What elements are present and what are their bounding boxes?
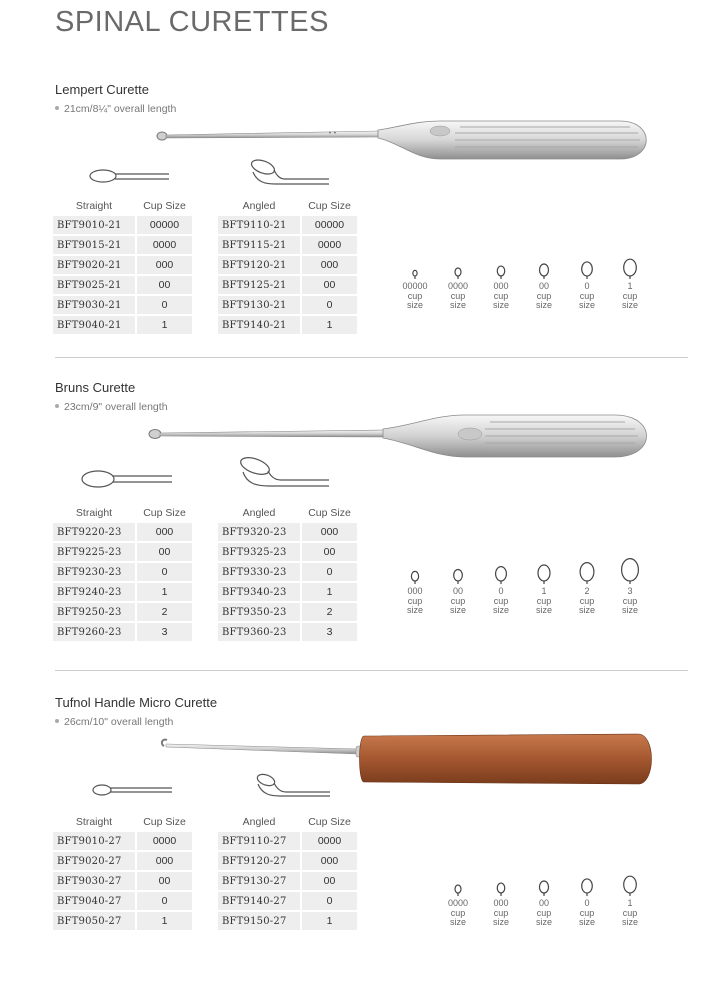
table-row xyxy=(218,543,357,561)
cup-loop-icon xyxy=(481,550,521,584)
cup-size: 000 xyxy=(302,852,357,870)
subtitle-text: 21cm/8¼" overall length xyxy=(64,103,177,115)
cup-size: 000 xyxy=(137,852,192,870)
cup-size-chart xyxy=(395,245,655,325)
cup-label-line: size xyxy=(492,917,509,927)
cup-size: 2 xyxy=(137,603,192,621)
table-row xyxy=(53,236,192,254)
cup-size: 0 xyxy=(302,296,357,314)
cup-label-line: cup xyxy=(536,290,552,301)
product-code: BFT9350-23 xyxy=(218,603,300,621)
product-code: BFT9050-27 xyxy=(53,912,135,930)
cup-label-line: cup xyxy=(407,595,423,606)
product-code: BFT9120-21 xyxy=(218,256,300,274)
cup-size-label xyxy=(567,282,607,311)
cup-label-line: size xyxy=(492,605,509,615)
table-row xyxy=(53,256,192,274)
cup-label-line: size xyxy=(621,917,638,927)
straight-table xyxy=(51,812,194,932)
product-code: BFT9125-21 xyxy=(218,276,300,294)
table-row xyxy=(218,872,357,890)
cup-size: 00000 xyxy=(302,216,357,234)
table-row xyxy=(218,603,357,621)
cup-size: 000 xyxy=(137,256,192,274)
table-row xyxy=(218,316,357,334)
cup-size: 00 xyxy=(302,543,357,561)
cup-size: 000 xyxy=(137,523,192,541)
cup-size: 1 xyxy=(137,912,192,930)
table-row xyxy=(218,852,357,870)
cup-loop-icon xyxy=(395,245,435,279)
cup-loop-icon xyxy=(610,245,650,279)
product-code: BFT9140-21 xyxy=(218,316,300,334)
bruns-curette-image xyxy=(145,410,660,462)
table-row xyxy=(218,296,357,314)
cup-size-header: Cup Size xyxy=(137,505,192,521)
product-code: BFT9020-21 xyxy=(53,256,135,274)
page-title: SPINAL CURETTES xyxy=(55,6,329,38)
cup-size-label xyxy=(610,587,650,616)
cup-size-chart xyxy=(438,862,658,942)
cup-size: 00 xyxy=(137,872,192,890)
cup-label-line: size xyxy=(449,300,466,310)
cup-label-line: 0000 xyxy=(447,898,469,908)
cup-size-label xyxy=(438,282,478,311)
tufnol-curette-image xyxy=(158,728,658,790)
table-row xyxy=(53,296,192,314)
cup-label-line: cup xyxy=(450,595,466,606)
angled-table xyxy=(216,503,359,643)
product-code: BFT9220-23 xyxy=(53,523,135,541)
cup-label-line: 000 xyxy=(493,898,509,908)
cup-label-line: cup xyxy=(622,595,638,606)
cup-label-line: size xyxy=(492,300,509,310)
table-row xyxy=(218,623,357,641)
section-title: Lempert Curette xyxy=(55,82,149,97)
cup-loop-icon xyxy=(610,862,650,896)
section-title: Bruns Curette xyxy=(55,380,136,395)
section-divider xyxy=(55,670,688,671)
cup-label-line: cup xyxy=(579,907,595,918)
cup-size: 1 xyxy=(137,583,192,601)
product-code: BFT9225-23 xyxy=(53,543,135,561)
product-code: BFT9020-27 xyxy=(53,852,135,870)
cup-label-line: 1 xyxy=(627,898,633,908)
cup-label-line: size xyxy=(406,605,423,615)
cup-size-label xyxy=(567,899,607,928)
cup-label-line: cup xyxy=(407,290,423,301)
cup-label-line: 00000 xyxy=(402,281,428,291)
angled-tip-icon xyxy=(250,770,335,802)
table-row xyxy=(53,276,192,294)
cup-loop-icon xyxy=(567,550,607,584)
cup-label-line: cup xyxy=(622,290,638,301)
cup-label-line: cup xyxy=(536,907,552,918)
table-row xyxy=(53,872,192,890)
cup-size-header: Cup Size xyxy=(302,814,357,830)
product-code: BFT9010-27 xyxy=(53,832,135,850)
table-row xyxy=(53,316,192,334)
cup-label-line: cup xyxy=(450,290,466,301)
product-code: BFT9040-27 xyxy=(53,892,135,910)
subtitle-text: 26cm/10" overall length xyxy=(64,716,174,728)
straight-header: Straight xyxy=(53,505,135,521)
table-row xyxy=(53,912,192,930)
cup-label-line: 00 xyxy=(538,281,549,291)
cup-size: 1 xyxy=(302,912,357,930)
product-code: BFT9260-23 xyxy=(53,623,135,641)
product-code: BFT9030-21 xyxy=(53,296,135,314)
cup-loop-icon xyxy=(567,862,607,896)
table-row xyxy=(218,912,357,930)
cup-size-chart xyxy=(395,550,655,635)
cup-label-line: size xyxy=(449,917,466,927)
product-code: BFT9025-21 xyxy=(53,276,135,294)
cup-label-line: 0 xyxy=(584,898,590,908)
angled-header: Angled xyxy=(218,814,300,830)
table-row xyxy=(218,216,357,234)
cup-label-line: size xyxy=(406,300,423,310)
table-row xyxy=(218,832,357,850)
cup-size: 0 xyxy=(137,296,192,314)
table-row xyxy=(218,236,357,254)
cup-size: 2 xyxy=(302,603,357,621)
cup-label-line: cup xyxy=(536,595,552,606)
cup-label-line: size xyxy=(535,917,552,927)
product-code: BFT9110-21 xyxy=(218,216,300,234)
cup-loop-icon xyxy=(610,550,650,584)
cup-loop-icon xyxy=(438,862,478,896)
straight-header: Straight xyxy=(53,814,135,830)
cup-label-line: cup xyxy=(579,595,595,606)
table-row xyxy=(53,583,192,601)
cup-size: 3 xyxy=(137,623,192,641)
product-code: BFT9360-23 xyxy=(218,623,300,641)
cup-size: 000 xyxy=(302,523,357,541)
subtitle-text: 23cm/9" overall length xyxy=(64,401,168,413)
product-code: BFT9015-21 xyxy=(53,236,135,254)
cup-size: 1 xyxy=(302,316,357,334)
table-row xyxy=(218,892,357,910)
product-code: BFT9320-23 xyxy=(218,523,300,541)
cup-size: 0 xyxy=(137,892,192,910)
section-title: Tufnol Handle Micro Curette xyxy=(55,695,218,710)
cup-label-line: size xyxy=(621,300,638,310)
cup-size-label xyxy=(395,282,435,311)
cup-size-label xyxy=(481,587,521,616)
cup-label-line: 1 xyxy=(627,281,633,291)
cup-loop-icon xyxy=(481,245,521,279)
product-code: BFT9230-23 xyxy=(53,563,135,581)
table-row xyxy=(53,523,192,541)
cup-size: 00 xyxy=(302,872,357,890)
cup-label-line: cup xyxy=(622,907,638,918)
straight-tip-icon xyxy=(85,165,175,187)
angled-header: Angled xyxy=(218,505,300,521)
cup-size-label xyxy=(524,282,564,311)
product-code: BFT9115-21 xyxy=(218,236,300,254)
cup-label-line: 2 xyxy=(584,586,590,596)
cup-size-label xyxy=(438,899,478,928)
cup-size: 00 xyxy=(302,276,357,294)
table-row xyxy=(218,583,357,601)
cup-size: 0 xyxy=(302,892,357,910)
cup-size: 0 xyxy=(137,563,192,581)
table-row xyxy=(53,563,192,581)
cup-loop-icon xyxy=(438,245,478,279)
cup-loop-icon xyxy=(524,862,564,896)
product-code: BFT9120-27 xyxy=(218,852,300,870)
cup-label-line: 00 xyxy=(538,898,549,908)
cup-label-line: 0000 xyxy=(447,281,469,291)
cup-size: 0 xyxy=(302,563,357,581)
straight-tip-icon xyxy=(78,466,176,492)
angled-table xyxy=(216,812,359,932)
cup-size: 0000 xyxy=(137,236,192,254)
cup-size: 0000 xyxy=(137,832,192,850)
table-row xyxy=(53,216,192,234)
cup-loop-icon xyxy=(438,550,478,584)
cup-loop-icon xyxy=(481,862,521,896)
cup-label-line: 3 xyxy=(627,586,633,596)
table-row xyxy=(53,623,192,641)
cup-size-label xyxy=(524,899,564,928)
angled-header: Angled xyxy=(218,198,300,214)
cup-size: 00 xyxy=(137,543,192,561)
cup-label-line: 0 xyxy=(584,281,590,291)
cup-label-line: size xyxy=(621,605,638,615)
cup-loop-icon xyxy=(524,245,564,279)
cup-size-header: Cup Size xyxy=(302,505,357,521)
cup-label-line: 1 xyxy=(541,586,547,596)
cup-label-line: cup xyxy=(579,290,595,301)
angled-tip-icon xyxy=(245,156,335,190)
table-row xyxy=(218,523,357,541)
straight-table xyxy=(51,503,194,643)
cup-label-line: size xyxy=(535,605,552,615)
cup-size-header: Cup Size xyxy=(137,814,192,830)
straight-header: Straight xyxy=(53,198,135,214)
product-code: BFT9110-27 xyxy=(218,832,300,850)
product-code: BFT9130-21 xyxy=(218,296,300,314)
cup-label-line: cup xyxy=(493,290,509,301)
product-code: BFT9240-23 xyxy=(53,583,135,601)
cup-label-line: size xyxy=(578,605,595,615)
cup-label-line: 000 xyxy=(493,281,509,291)
cup-size: 0000 xyxy=(302,832,357,850)
cup-label-line: size xyxy=(535,300,552,310)
cup-size-label xyxy=(524,587,564,616)
angled-table xyxy=(216,196,359,336)
section-subtitle xyxy=(55,716,173,728)
cup-size: 1 xyxy=(137,316,192,334)
cup-size-label xyxy=(481,899,521,928)
product-code: BFT9250-23 xyxy=(53,603,135,621)
table-row xyxy=(53,543,192,561)
table-row xyxy=(53,852,192,870)
product-code: BFT9340-23 xyxy=(218,583,300,601)
cup-size-label xyxy=(610,282,650,311)
cup-loop-icon xyxy=(567,245,607,279)
cup-size-header: Cup Size xyxy=(137,198,192,214)
cup-size: 00 xyxy=(137,276,192,294)
product-code: BFT9040-21 xyxy=(53,316,135,334)
cup-label-line: size xyxy=(578,917,595,927)
product-code: BFT9150-27 xyxy=(218,912,300,930)
section-subtitle xyxy=(55,103,176,115)
cup-size-label xyxy=(438,587,478,616)
cup-label-line: 000 xyxy=(407,586,423,596)
table-row xyxy=(218,563,357,581)
table-row xyxy=(218,256,357,274)
cup-label-line: size xyxy=(578,300,595,310)
product-code: BFT9325-23 xyxy=(218,543,300,561)
cup-size: 00000 xyxy=(137,216,192,234)
table-row xyxy=(53,603,192,621)
cup-size-label xyxy=(481,282,521,311)
cup-size: 0000 xyxy=(302,236,357,254)
cup-size: 3 xyxy=(302,623,357,641)
product-code: BFT9010-21 xyxy=(53,216,135,234)
cup-size-header: Cup Size xyxy=(302,198,357,214)
table-row xyxy=(53,892,192,910)
cup-size: 1 xyxy=(302,583,357,601)
product-code: BFT9140-27 xyxy=(218,892,300,910)
cup-label-line: cup xyxy=(450,907,466,918)
cup-label-line: cup xyxy=(493,595,509,606)
cup-label-line: 00 xyxy=(452,586,463,596)
section-divider xyxy=(55,357,688,358)
cup-label-line: cup xyxy=(493,907,509,918)
cup-size-label xyxy=(395,587,435,616)
product-code: BFT9330-23 xyxy=(218,563,300,581)
cup-label-line: size xyxy=(449,605,466,615)
cup-size-label xyxy=(610,899,650,928)
angled-tip-icon xyxy=(235,454,335,492)
cup-size: 000 xyxy=(302,256,357,274)
straight-tip-icon xyxy=(88,780,178,800)
cup-loop-icon xyxy=(524,550,564,584)
table-row xyxy=(218,276,357,294)
product-code: BFT9030-27 xyxy=(53,872,135,890)
straight-table xyxy=(51,196,194,336)
table-row xyxy=(53,832,192,850)
lempert-curette-image xyxy=(150,115,660,170)
cup-label-line: 0 xyxy=(498,586,504,596)
cup-loop-icon xyxy=(395,550,435,584)
cup-size-label xyxy=(567,587,607,616)
product-code: BFT9130-27 xyxy=(218,872,300,890)
